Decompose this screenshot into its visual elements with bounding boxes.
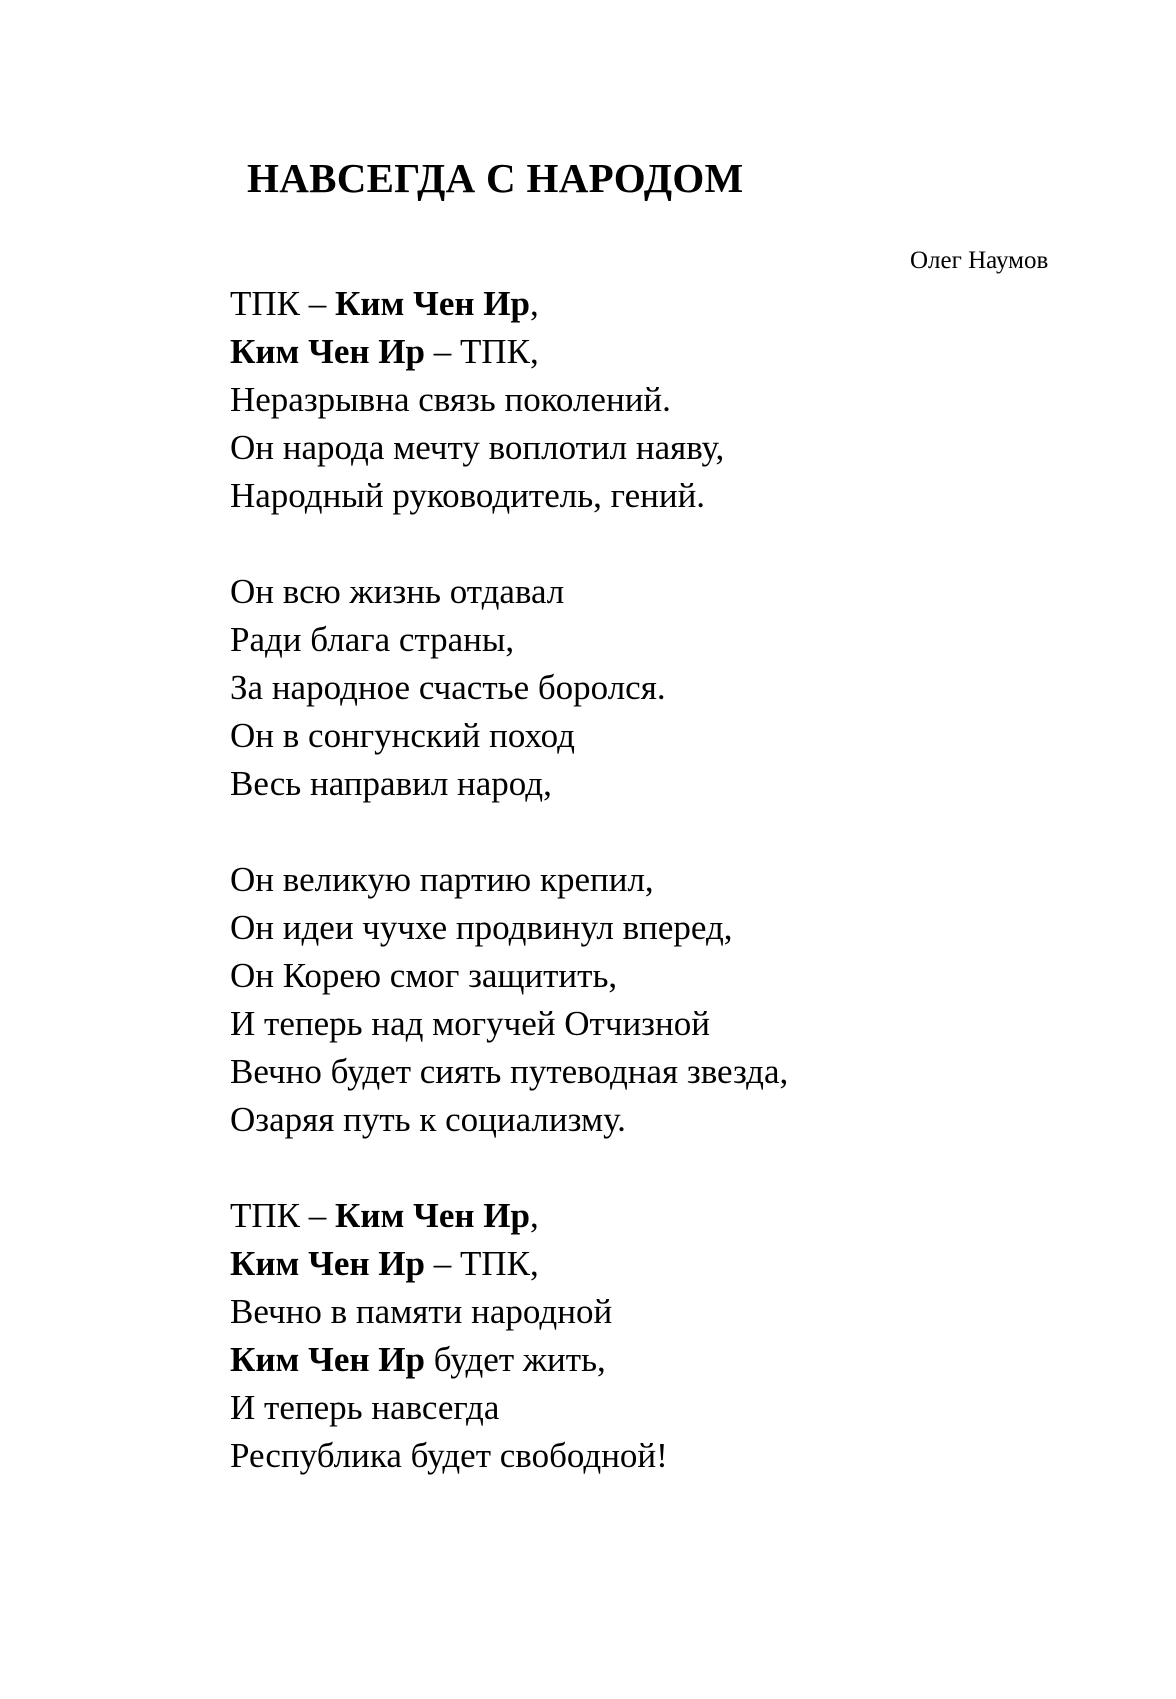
poem-line: Он великую партию крепил,	[230, 860, 654, 899]
poem	[230, 280, 788, 1480]
poem-line: И теперь навсегда	[230, 1388, 500, 1427]
stanza-3	[230, 856, 788, 1144]
poem-line: ТПК – Ким Чен Ир,	[230, 284, 539, 323]
poem-line: Вечно будет сиять путеводная звезда,	[230, 1052, 789, 1091]
poem-line: Он в сонгунский поход	[230, 716, 575, 755]
poem-line: И теперь над могучей Отчизной	[230, 1004, 710, 1043]
poem-line: Озаряя путь к социализму.	[230, 1100, 626, 1139]
page-title: НАВСЕГДА С НАРОДОМ	[247, 155, 744, 201]
poem-line: Вечно в памяти народной	[230, 1292, 613, 1331]
poem-line: Республика будет свободной!	[230, 1436, 668, 1475]
stanza-1	[230, 280, 788, 520]
poem-line: Он народа мечту воплотил наяву,	[230, 428, 725, 467]
stanza-2	[230, 568, 788, 808]
stanza-4	[230, 1192, 788, 1480]
author-name: Олег Наумов	[910, 247, 1049, 274]
poem-line: Неразрывна связь поколений.	[230, 380, 671, 419]
poem-line: Он идеи чучхе продвинул вперед,	[230, 908, 733, 947]
poem-line: Ким Чен Ир – ТПК,	[230, 332, 539, 371]
poem-line: Он Корею смог защитить,	[230, 956, 618, 995]
poem-line: ТПК – Ким Чен Ир,	[230, 1196, 539, 1235]
poem-line: Ради блага страны,	[230, 620, 515, 659]
poem-line: Народный руководитель, гений.	[230, 476, 706, 515]
poem-line: Ким Чен Ир будет жить,	[230, 1340, 606, 1379]
poem-line: Ким Чен Ир – ТПК,	[230, 1244, 539, 1283]
poem-line: Он всю жизнь отдавал	[230, 572, 565, 611]
poem-line: За народное счастье боролся.	[230, 668, 666, 707]
poem-line: Весь направил народ,	[230, 764, 552, 803]
